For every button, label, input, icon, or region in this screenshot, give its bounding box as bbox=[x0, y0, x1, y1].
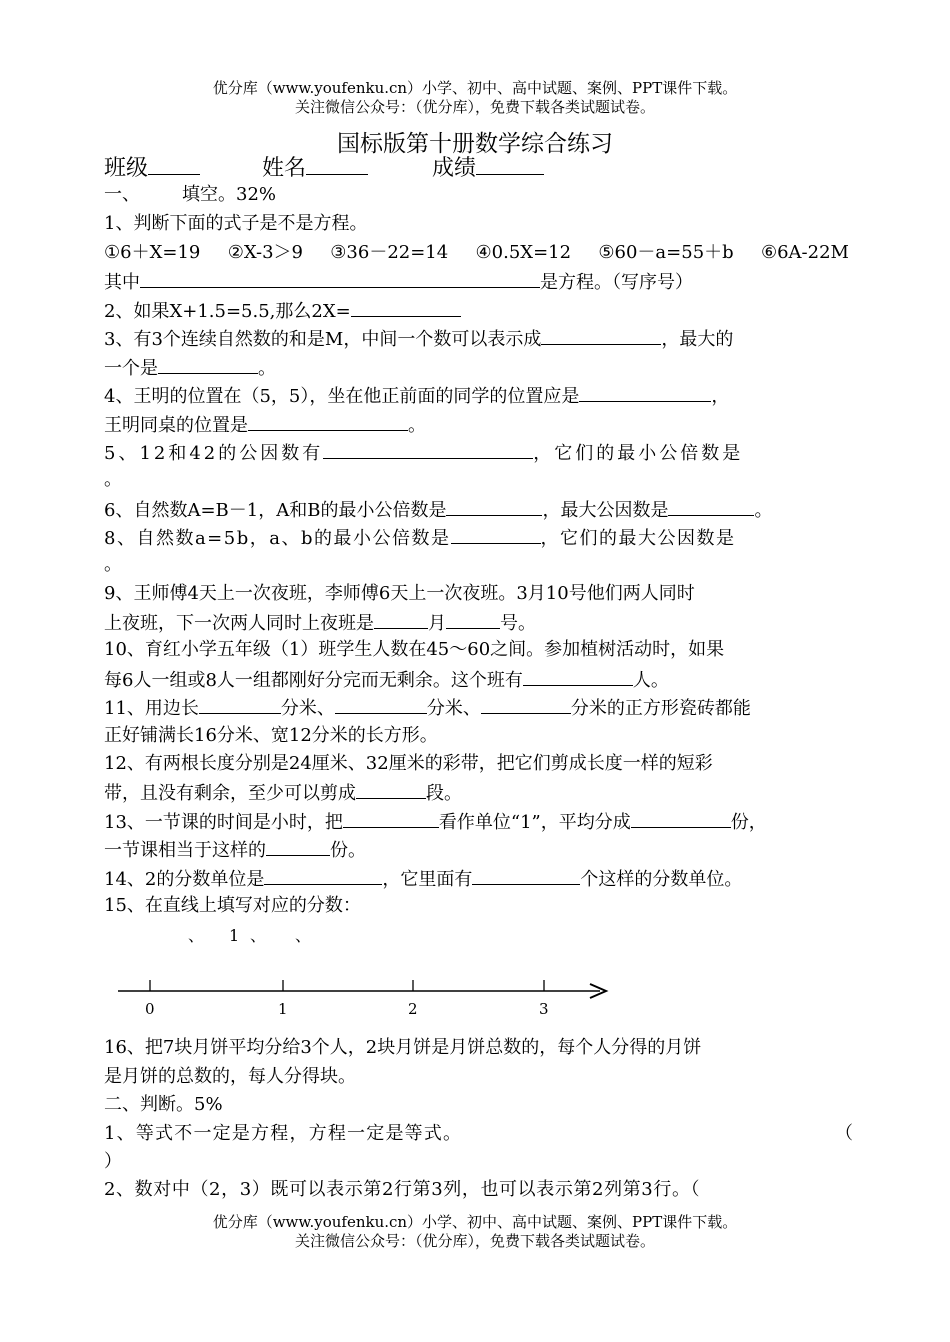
q9-day-label: 号。 bbox=[500, 613, 536, 634]
header-line-1: 优分库（www.youfenku.cn）小学、初中、高中试题、案例、PPT课件下载。 bbox=[212, 79, 738, 97]
q9-row: 9、王师傅4天上一次夜班，李师傅6天上一次夜班。3月10号他们两人同时 bbox=[104, 583, 695, 604]
q15-mark-1: 、 bbox=[188, 926, 205, 945]
q1-item-5: ⑤60－a=55＋b bbox=[598, 242, 734, 263]
q16-row: 16、把7块月饼平均分给3个人，2块月饼是月饼总数的，每个人分得的月饼 bbox=[104, 1037, 702, 1058]
tick-label-1: 1 bbox=[278, 1000, 288, 1018]
q5-row-2: 。 bbox=[104, 469, 122, 490]
q11-unit-2: 分米、 bbox=[426, 698, 481, 719]
q3-text: 3、有3个连续自然数的和是M，中间一个数可以表示成 bbox=[104, 329, 542, 350]
q4-comma: ， bbox=[711, 386, 730, 407]
q3-text-mid: ，最大的 bbox=[661, 329, 734, 350]
q11-unit-3: 分米的正方形瓷砖都能 bbox=[570, 698, 751, 719]
judge-1-text: 1、等式不一定是方程，方程一定是等式。 bbox=[104, 1123, 463, 1144]
q3-end: 。 bbox=[258, 358, 276, 379]
q1-item-6: ⑥6A-22M bbox=[760, 242, 849, 263]
q1-answer-suffix: 是方程。（写序号） bbox=[540, 272, 693, 293]
tick-label-2: 2 bbox=[408, 1000, 418, 1018]
q12-end: 段。 bbox=[426, 783, 462, 804]
q3-text-2: 一个是 bbox=[104, 358, 158, 379]
q14-text-mid: ，它里面有 bbox=[382, 869, 473, 890]
header-line-2: 关注微信公众号：（优分库），免费下载各类试题试卷。 bbox=[294, 98, 655, 116]
tick-label-3: 3 bbox=[539, 1000, 549, 1018]
q16-row-2: 是月饼的总数的，每人分得块。 bbox=[104, 1066, 356, 1087]
q5-text: 5、12和42的公因数有 bbox=[104, 443, 324, 464]
q5-text-post: ，它们的最小公倍数是 bbox=[533, 443, 744, 464]
q6-end: 。 bbox=[754, 500, 773, 521]
section1-title: 填空。32% bbox=[182, 184, 277, 205]
q10-text-2: 每6人一组或8人一组都刚好分完而无剩余。这个班有 bbox=[104, 670, 523, 691]
q15-mark-2: 1 bbox=[229, 926, 240, 945]
q15-mark-3: 、 bbox=[250, 926, 267, 945]
score-label: 成绩 bbox=[432, 156, 477, 181]
q6-text-mid: ，最大公因数是 bbox=[542, 500, 669, 521]
q13-end: 份。 bbox=[330, 840, 366, 861]
q1-answer-prefix: 其中 bbox=[104, 272, 140, 293]
class-label: 班级 bbox=[104, 156, 149, 181]
section1-number: 一、 bbox=[104, 184, 140, 205]
q9-text-2: 上夜班，下一次两人同时上夜班是 bbox=[104, 613, 374, 634]
q1-item-2: ②X-3＞9 bbox=[227, 242, 303, 263]
judge-2-row: 2、数对中（2，3）既可以表示第2行第3列，也可以表示第2列第3行。（ bbox=[104, 1179, 701, 1200]
q2-text: 2、如果X+1.5=5.5,那么2X= bbox=[104, 301, 351, 322]
q8-row-2: 。 bbox=[104, 554, 122, 575]
q4-text: 4、王明的位置在（5，5），坐在他正前面的同学的位置应是 bbox=[104, 386, 580, 407]
q14-text-post: 个这样的分数单位。 bbox=[580, 869, 743, 890]
judge-1-paren-open[interactable]: （ bbox=[835, 1123, 853, 1144]
name-label: 姓名 bbox=[262, 156, 307, 181]
q15-text: 15、在直线上填写对应的分数： bbox=[104, 895, 361, 916]
q13-text: 13、一节课的时间是小时，把 bbox=[104, 812, 343, 833]
q14-text: 14、2的分数单位是 bbox=[104, 869, 265, 890]
q13-unit: 份， bbox=[730, 812, 767, 833]
q10-row: 10、育红小学五年级（1）班学生人数在45～60之间。参加植树活动时，如果 bbox=[104, 639, 725, 660]
q13-text-2: 一节课相当于这样的 bbox=[104, 840, 266, 861]
q12-row: 12、有两根长度分别是24厘米、32厘米的彩带，把它们剪成长度一样的短彩 bbox=[104, 753, 713, 774]
q15-mark-4: 、 bbox=[295, 926, 312, 945]
q4-text-2: 王明同桌的位置是 bbox=[104, 415, 248, 436]
q12-text-2: 带，且没有剩余，至少可以剪成 bbox=[104, 783, 356, 804]
q1-text: 1、判断下面的式子是不是方程。 bbox=[104, 213, 368, 234]
q1-item-4: ④0.5X=12 bbox=[475, 242, 572, 263]
judge-1-row bbox=[104, 1122, 462, 1146]
judge-1-paren-close[interactable]: ） bbox=[104, 1151, 122, 1172]
q10-end: 人。 bbox=[632, 670, 669, 691]
q8-text: 8、自然数a=5b，a、b的最小公倍数是 bbox=[104, 528, 451, 549]
q11-unit-1: 分米、 bbox=[280, 698, 335, 719]
q8-text-post: ，它们的最大公因数是 bbox=[540, 528, 736, 549]
footer-line-2: 关注微信公众号：（优分库），免费下载各类试题试卷。 bbox=[294, 1232, 655, 1250]
q1-item-3: ③36－22=14 bbox=[330, 242, 449, 263]
tick-label-0: 0 bbox=[145, 1000, 155, 1018]
page-title: 国标版第十册数学综合练习 bbox=[337, 131, 613, 157]
q11-text: 11、用边长 bbox=[104, 698, 199, 719]
q6-text: 6、自然数A=B－1，A和B的最小公倍数是 bbox=[104, 500, 447, 521]
q9-month-label: 月 bbox=[428, 613, 446, 634]
q13-text-mid: 看作单位“1”，平均分成 bbox=[438, 812, 631, 833]
section2-heading: 二、判断。5% bbox=[104, 1094, 223, 1115]
q4-end: 。 bbox=[408, 415, 426, 436]
footer-line-1: 优分库（www.youfenku.cn）小学、初中、高中试题、案例、PPT课件下载。 bbox=[212, 1213, 738, 1231]
q1-item-1: ①6＋X=19 bbox=[104, 242, 201, 263]
q11-row-2: 正好铺满长16分米、宽12分米的长方形。 bbox=[104, 725, 438, 746]
